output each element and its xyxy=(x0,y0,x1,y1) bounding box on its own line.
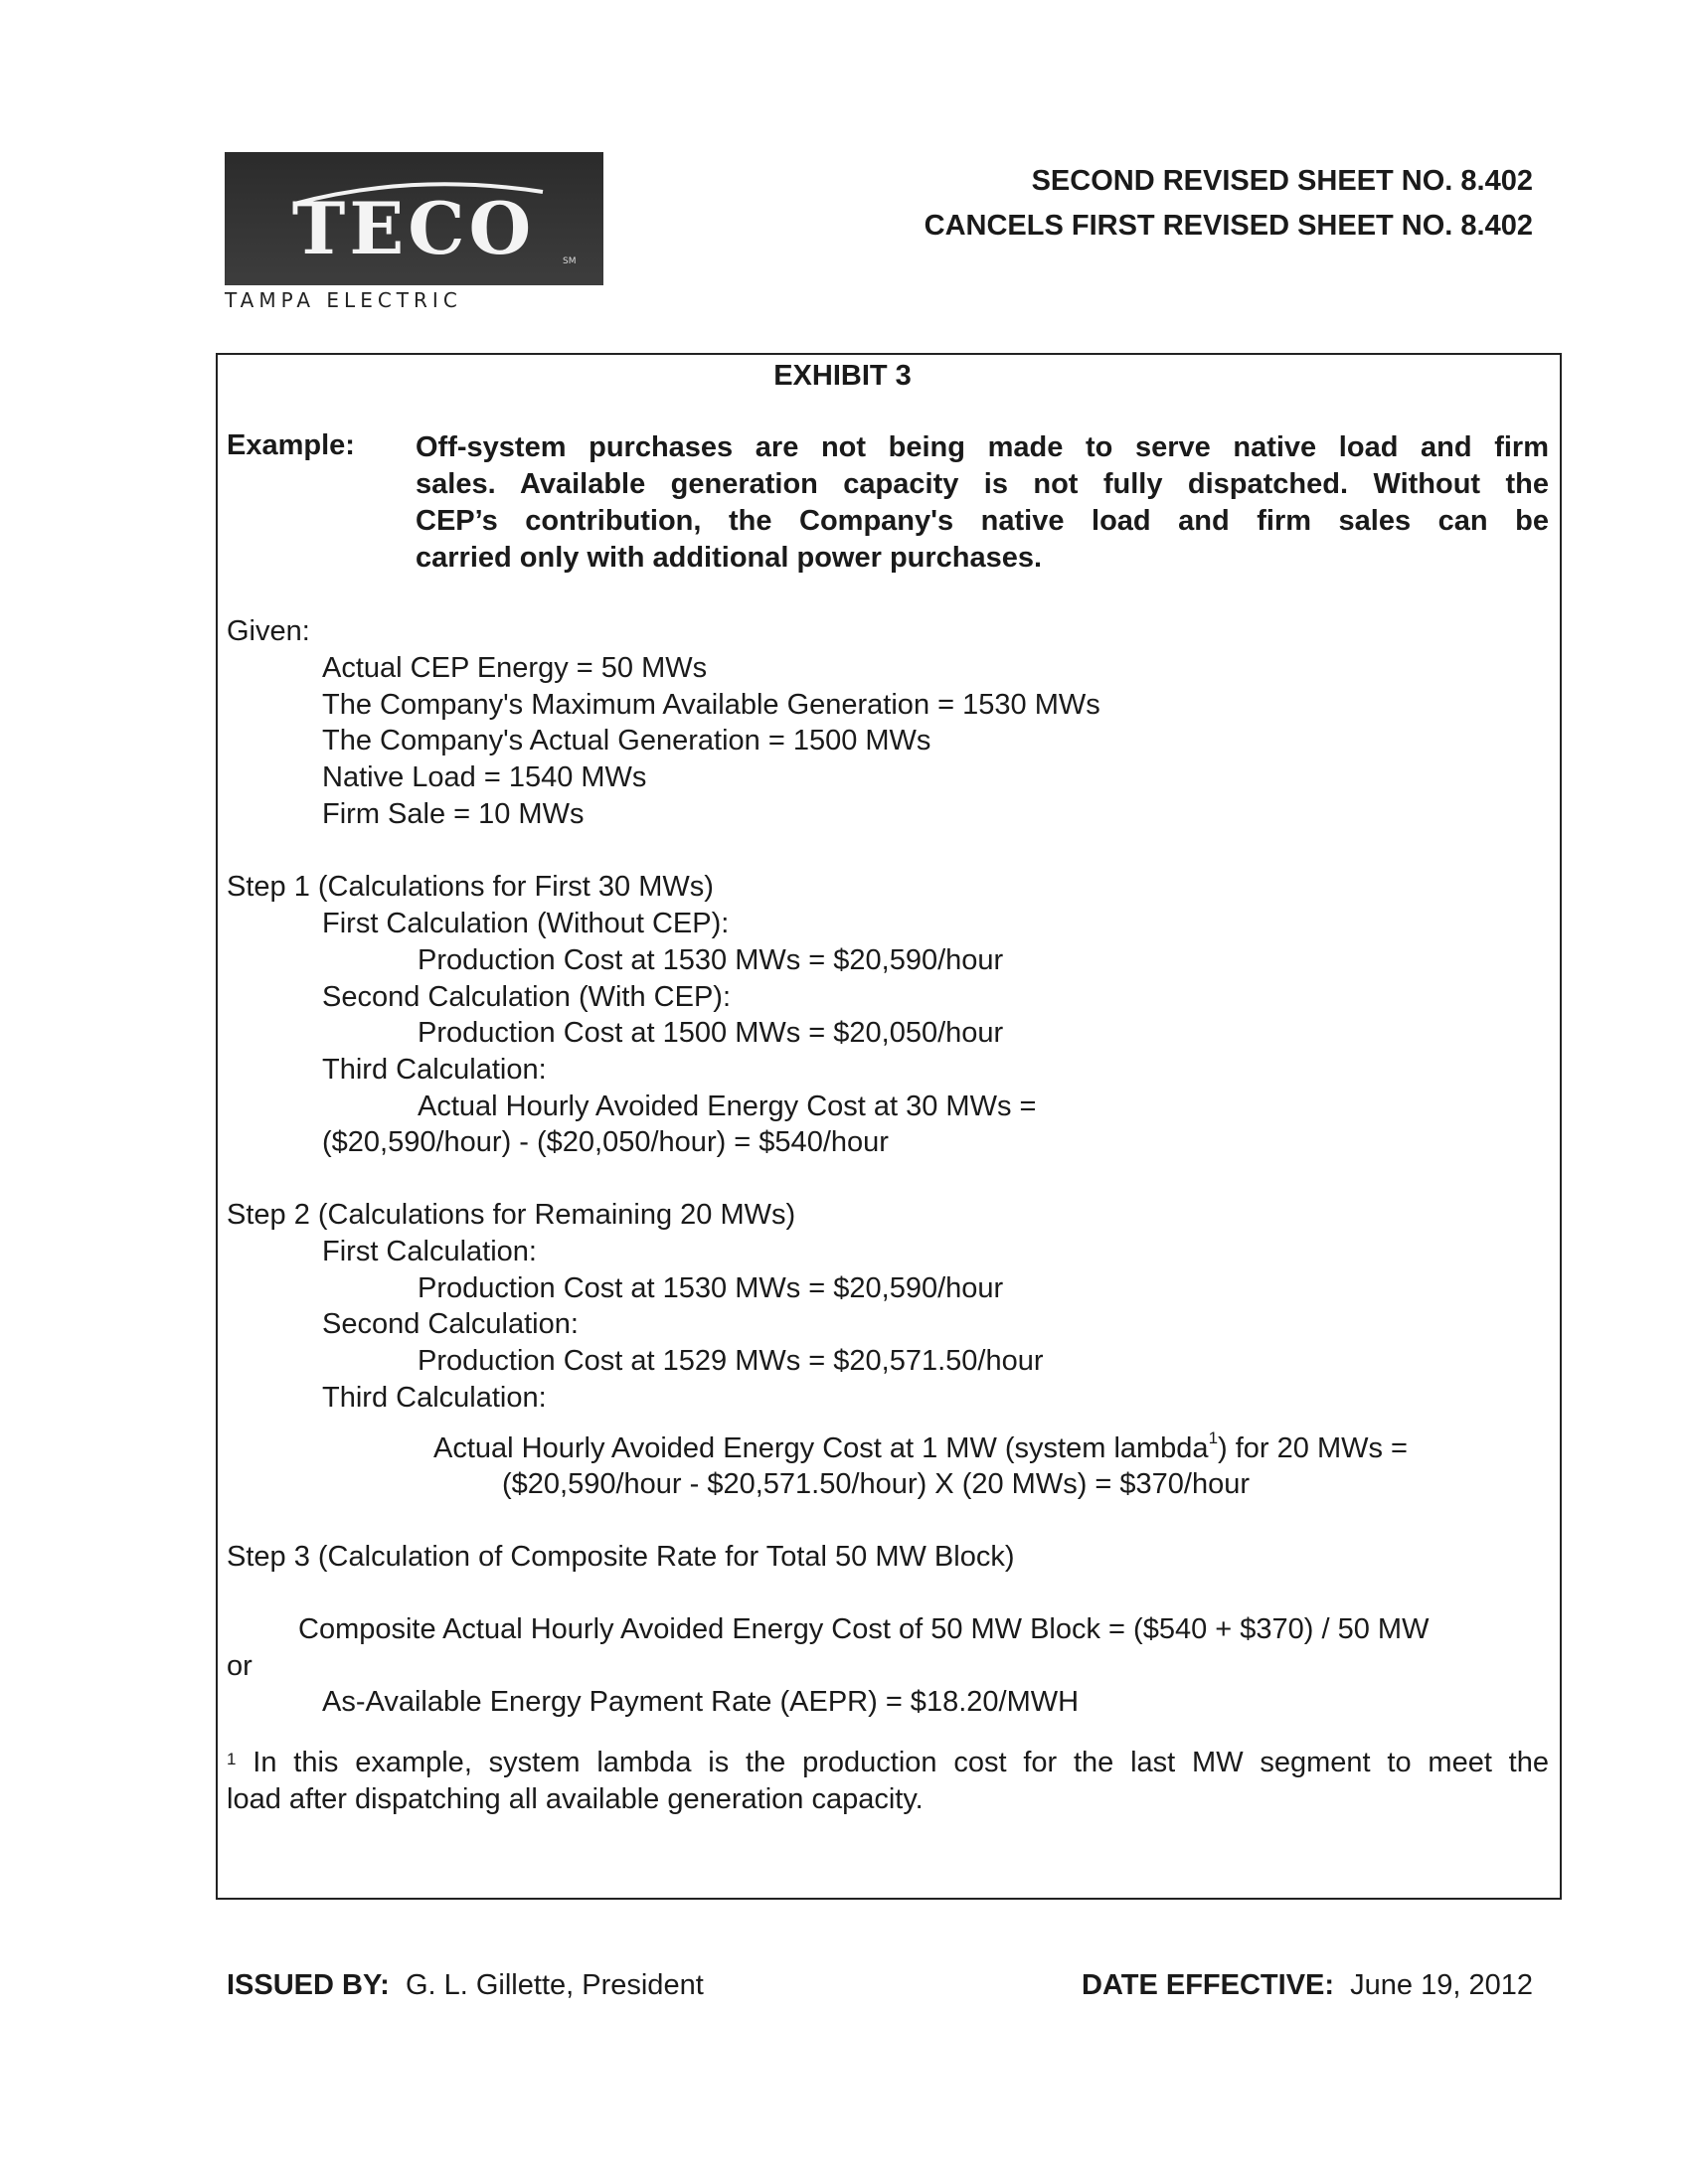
example-paragraph xyxy=(416,429,1549,577)
step1-third-value: Actual Hourly Avoided Energy Cost at 30 MWs = xyxy=(418,1091,1037,1122)
step1-first-calc: First Calculation (Without CEP): xyxy=(322,908,730,939)
issued-by xyxy=(227,1969,704,2002)
step1-second-calc: Second Calculation (With CEP): xyxy=(322,981,731,1013)
step2-heading: Step 2 (Calculations for Remaining 20 MWs) xyxy=(227,1199,796,1231)
example-line: CEP’s contribution, the Company's native load and firm sales can be xyxy=(416,505,1549,537)
issued-value: G. L. Gillette, President xyxy=(405,1969,704,2001)
step3-or: or xyxy=(227,1650,253,1682)
example-line: Off-system purchases are not being made to serve native load and firm xyxy=(416,431,1549,463)
step2-first-value: Production Cost at 1530 MWs = $20,590/hour xyxy=(418,1272,1004,1304)
logo-subtitle: TAMPA ELECTRIC xyxy=(225,288,462,312)
step2-third-value-part: ) for 20 MWs = xyxy=(1218,1432,1408,1464)
issued-label: ISSUED BY: xyxy=(227,1969,390,2001)
step2-third-value xyxy=(433,1428,1408,1465)
example-line: sales. Available generation capacity is not fully dispatched. Without the xyxy=(416,468,1549,500)
step2-third-formula: ($20,590/hour - $20,571.50/hour) X (20 MWs) = $370/hour xyxy=(502,1468,1251,1500)
footnote-line: load after dispatching all available generation capacity. xyxy=(227,1783,924,1815)
step2-third-calc: Third Calculation: xyxy=(322,1382,547,1414)
step2-second-calc: Second Calculation: xyxy=(322,1308,579,1340)
sheet-cancels: CANCELS FIRST REVISED SHEET NO. 8.402 xyxy=(924,210,1533,242)
step2-third-value-part: Actual Hourly Avoided Energy Cost at 1 MW (system lambda xyxy=(433,1432,1209,1464)
company-logo xyxy=(225,152,603,285)
step2-first-calc: First Calculation: xyxy=(322,1236,537,1267)
date-label: DATE EFFECTIVE: xyxy=(1082,1969,1335,2001)
logo-wordmark: TECO xyxy=(291,186,536,270)
exhibit-title: EXHIBIT 3 xyxy=(773,360,912,392)
step1-heading: Step 1 (Calculations for First 30 MWs) xyxy=(227,871,714,903)
given-item: Native Load = 1540 MWs xyxy=(322,761,647,793)
given-item: The Company's Actual Generation = 1500 MWs xyxy=(322,725,931,756)
footnote-marker: 1 xyxy=(227,1750,237,1768)
step1-second-value: Production Cost at 1500 MWs = $20,050/hour xyxy=(418,1017,1004,1049)
footnote-line xyxy=(227,1745,1549,1781)
given-item: Actual CEP Energy = 50 MWs xyxy=(322,652,708,684)
step3-aepr: As-Available Energy Payment Rate (AEPR) = $18.20/MWH xyxy=(322,1686,1080,1718)
given-label: Given: xyxy=(227,615,310,647)
step3-composite: Composite Actual Hourly Avoided Energy Cost of 50 MW Block = ($540 + $370) / 50 MW xyxy=(298,1613,1430,1645)
footnote-ref: 1 xyxy=(1208,1428,1219,1447)
example-line: carried only with additional power purchases. xyxy=(416,542,1043,574)
sheet-number: SECOND REVISED SHEET NO. 8.402 xyxy=(1031,165,1533,197)
step2-second-value: Production Cost at 1529 MWs = $20,571.50/hour xyxy=(418,1345,1044,1377)
given-item: The Company's Maximum Available Generation = 1530 MWs xyxy=(322,689,1100,721)
svg-text:SM: SM xyxy=(563,256,577,266)
footnote-text: In this example, system lambda is the production cost for the last MW segment to meet the xyxy=(236,1747,1549,1778)
step1-first-value: Production Cost at 1530 MWs = $20,590/hour xyxy=(418,944,1004,976)
date-effective xyxy=(1082,1969,1533,2002)
step1-third-formula: ($20,590/hour) - ($20,050/hour) = $540/hour xyxy=(322,1126,889,1158)
step1-third-calc: Third Calculation: xyxy=(322,1054,547,1086)
footnote xyxy=(227,1745,1549,1818)
example-label: Example: xyxy=(227,429,355,461)
given-item: Firm Sale = 10 MWs xyxy=(322,798,585,830)
date-value: June 19, 2012 xyxy=(1350,1969,1533,2001)
step3-heading: Step 3 (Calculation of Composite Rate for Total 50 MW Block) xyxy=(227,1541,1015,1573)
teco-logo-mark xyxy=(225,152,603,285)
